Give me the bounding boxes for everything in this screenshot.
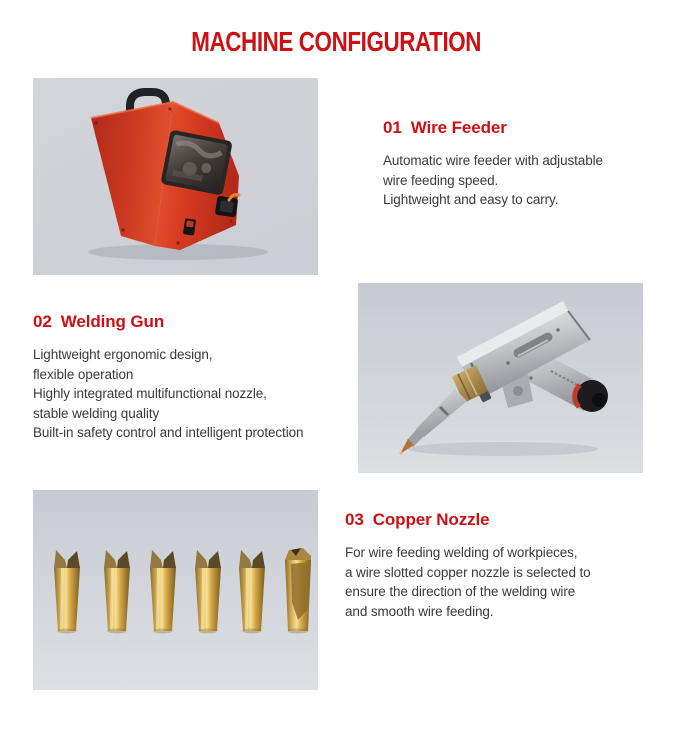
section-heading	[345, 509, 645, 530]
description-line: Automatic wire feeder with adjustable	[383, 153, 603, 168]
section-heading	[33, 311, 363, 332]
description-line: Lightweight and easy to carry.	[383, 192, 559, 207]
description-line: a wire slotted copper nozzle is selected to	[345, 564, 591, 580]
wire-feeder-illustration	[33, 78, 318, 275]
wire-outlet-socket	[215, 196, 238, 218]
section-copper-nozzle	[345, 509, 645, 621]
section-number: 01	[383, 118, 402, 137]
section-description	[383, 151, 648, 210]
description-line: wire feeding speed.	[383, 172, 499, 188]
page-title-text: MACHINE CONFIGURATION	[191, 26, 482, 57]
section-number: 03	[345, 510, 364, 529]
description-line: Lightweight ergonomic design,	[33, 347, 213, 362]
section-title: Welding Gun	[60, 312, 165, 331]
nozzle-6	[285, 548, 311, 634]
section-title: Wire Feeder	[410, 118, 507, 137]
power-switch	[183, 218, 196, 235]
description-line: stable welding quality	[33, 405, 160, 421]
section-title: Copper Nozzle	[372, 510, 490, 529]
description-line: flexible operation	[33, 366, 134, 382]
wire-feeder-photo	[33, 78, 318, 275]
welding-gun-photo	[358, 283, 643, 473]
page-title	[0, 22, 673, 59]
description-line: Built-in safety control and intelligent protection	[33, 425, 304, 440]
section-heading	[383, 117, 648, 138]
section-number: 02	[33, 312, 52, 331]
welding-gun-illustration	[358, 283, 643, 473]
copper-nozzle-illustration	[33, 490, 318, 690]
section-welding-gun	[33, 311, 363, 443]
description-line: For wire feeding welding of workpieces,	[345, 545, 578, 560]
section-description	[33, 345, 363, 443]
section-wire-feeder	[383, 117, 648, 210]
description-line: Highly integrated multifunctional nozzle,	[33, 386, 267, 401]
description-line: and smooth wire feeding.	[345, 603, 494, 619]
copper-nozzle-photo	[33, 490, 318, 690]
section-description	[345, 543, 645, 621]
description-line: ensure the direction of the welding wire	[345, 584, 576, 599]
